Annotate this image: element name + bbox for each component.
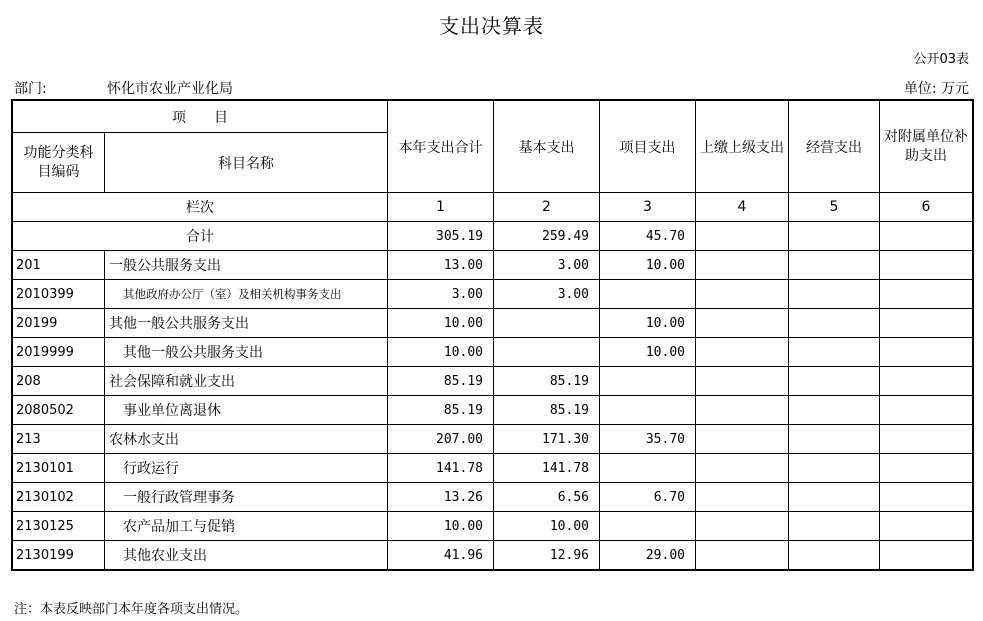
unit-label: 单位: 万元 — [903, 81, 969, 97]
row-value — [880, 280, 973, 309]
row-name: 行政运行 — [105, 454, 388, 483]
total-row — [13, 222, 973, 251]
col-number: 5 — [789, 193, 880, 222]
total-value — [696, 222, 789, 251]
table-row — [13, 483, 973, 512]
row-value — [696, 541, 789, 570]
row-value — [789, 454, 880, 483]
row-name: 事业单位离退休 — [105, 396, 388, 425]
col-number: 3 — [600, 193, 696, 222]
row-value: 3.00 — [494, 280, 600, 309]
row-value: 141.78 — [388, 454, 494, 483]
row-value: 85.19 — [494, 367, 600, 396]
row-value — [789, 309, 880, 338]
table-row — [13, 338, 973, 367]
row-value — [696, 280, 789, 309]
total-label: 合计 — [13, 222, 388, 251]
table-row — [13, 512, 973, 541]
row-value — [880, 425, 973, 454]
row-value — [789, 338, 880, 367]
row-code: 2019999 — [13, 338, 105, 367]
row-value — [600, 367, 696, 396]
table-row — [13, 251, 973, 280]
row-value: 85.19 — [388, 367, 494, 396]
header-col-remit: 上缴上级支出 — [696, 101, 789, 193]
header-item: 项 目 — [13, 101, 388, 133]
row-value — [789, 425, 880, 454]
row-value: 10.00 — [494, 512, 600, 541]
row-value — [880, 251, 973, 280]
table-row — [13, 396, 973, 425]
row-name: 农林水支出 — [105, 425, 388, 454]
table-row — [13, 454, 973, 483]
row-value — [600, 280, 696, 309]
row-value: 10.00 — [388, 338, 494, 367]
table-row — [13, 541, 973, 570]
row-value — [600, 396, 696, 425]
row-value: 10.00 — [600, 309, 696, 338]
row-name: 其他一般公共服务支出 — [105, 309, 388, 338]
row-value — [696, 425, 789, 454]
row-value — [696, 454, 789, 483]
row-code: 2010399 — [13, 280, 105, 309]
row-value — [696, 309, 789, 338]
row-value: 35.70 — [600, 425, 696, 454]
row-value — [880, 338, 973, 367]
row-name: 社会保障和就业支出 — [105, 367, 388, 396]
expenditure-table — [12, 100, 973, 570]
row-value — [880, 454, 973, 483]
row-value: 29.00 — [600, 541, 696, 570]
row-value — [600, 454, 696, 483]
header-col-basic: 基本支出 — [494, 101, 600, 193]
row-value — [494, 338, 600, 367]
row-code: 2130102 — [13, 483, 105, 512]
row-value — [696, 338, 789, 367]
row-code: 201 — [13, 251, 105, 280]
row-name: 一般行政管理事务 — [105, 483, 388, 512]
row-code: 208 — [13, 367, 105, 396]
row-value — [880, 396, 973, 425]
col-number: 6 — [880, 193, 973, 222]
row-value — [789, 483, 880, 512]
total-value: 45.70 — [600, 222, 696, 251]
row-value — [600, 512, 696, 541]
footnote: 注：本表反映部门本年度各项支出情况。 — [14, 602, 249, 617]
header-col-subsidy: 对附属单位补助支出 — [880, 101, 973, 193]
row-value — [880, 512, 973, 541]
row-value — [789, 512, 880, 541]
row-value — [880, 483, 973, 512]
row-value: 13.00 — [388, 251, 494, 280]
col-number: 2 — [494, 193, 600, 222]
total-value: 259.49 — [494, 222, 600, 251]
row-value: 85.19 — [388, 396, 494, 425]
header-col-business: 经营支出 — [789, 101, 880, 193]
row-code: 2080502 — [13, 396, 105, 425]
row-value — [696, 367, 789, 396]
page-title: 支出决算表 — [439, 14, 544, 38]
row-value: 12.96 — [494, 541, 600, 570]
row-value: 85.19 — [494, 396, 600, 425]
row-value — [789, 396, 880, 425]
total-value — [789, 222, 880, 251]
row-value: 10.00 — [600, 251, 696, 280]
row-code: 2130199 — [13, 541, 105, 570]
col-number: 4 — [696, 193, 789, 222]
header-name: 科目名称 — [105, 133, 388, 193]
table-row — [13, 280, 973, 309]
row-code: 20199 — [13, 309, 105, 338]
row-value: 3.00 — [494, 251, 600, 280]
row-value: 6.70 — [600, 483, 696, 512]
row-value — [696, 251, 789, 280]
total-value — [880, 222, 973, 251]
department-label: 部门: — [14, 81, 47, 97]
row-value — [696, 512, 789, 541]
department-name: 怀化市农业产业化局 — [107, 81, 233, 97]
row-value: 10.00 — [600, 338, 696, 367]
row-value — [880, 367, 973, 396]
table-row — [13, 309, 973, 338]
row-value — [696, 483, 789, 512]
row-value: 10.00 — [388, 512, 494, 541]
row-name: 其他政府办公厅（室）及相关机构事务支出 — [105, 280, 388, 309]
table-row — [13, 367, 973, 396]
row-name: 一般公共服务支出 — [105, 251, 388, 280]
row-value — [789, 367, 880, 396]
row-code: 2130101 — [13, 454, 105, 483]
form-number: 公开03表 — [913, 52, 969, 67]
row-value: 41.96 — [388, 541, 494, 570]
header-col-project: 项目支出 — [600, 101, 696, 193]
row-value: 141.78 — [494, 454, 600, 483]
row-name: 农产品加工与促销 — [105, 512, 388, 541]
row-value — [494, 309, 600, 338]
table-row — [13, 425, 973, 454]
row-value — [789, 251, 880, 280]
row-value: 207.00 — [388, 425, 494, 454]
row-name: 其他农业支出 — [105, 541, 388, 570]
row-code: 213 — [13, 425, 105, 454]
row-value — [880, 309, 973, 338]
row-value: 6.56 — [494, 483, 600, 512]
header-code: 功能分类科目编码 — [13, 133, 105, 193]
row-value: 13.26 — [388, 483, 494, 512]
row-name: 其他一般公共服务支出 — [105, 338, 388, 367]
row-value: 10.00 — [388, 309, 494, 338]
header-lanci: 栏次 — [13, 193, 388, 222]
row-code: 2130125 — [13, 512, 105, 541]
header-col-total: 本年支出合计 — [388, 101, 494, 193]
row-value: 3.00 — [388, 280, 494, 309]
row-value: 171.30 — [494, 425, 600, 454]
col-number: 1 — [388, 193, 494, 222]
row-value — [696, 396, 789, 425]
row-value — [880, 541, 973, 570]
total-value: 305.19 — [388, 222, 494, 251]
row-value — [789, 541, 880, 570]
row-value — [789, 280, 880, 309]
